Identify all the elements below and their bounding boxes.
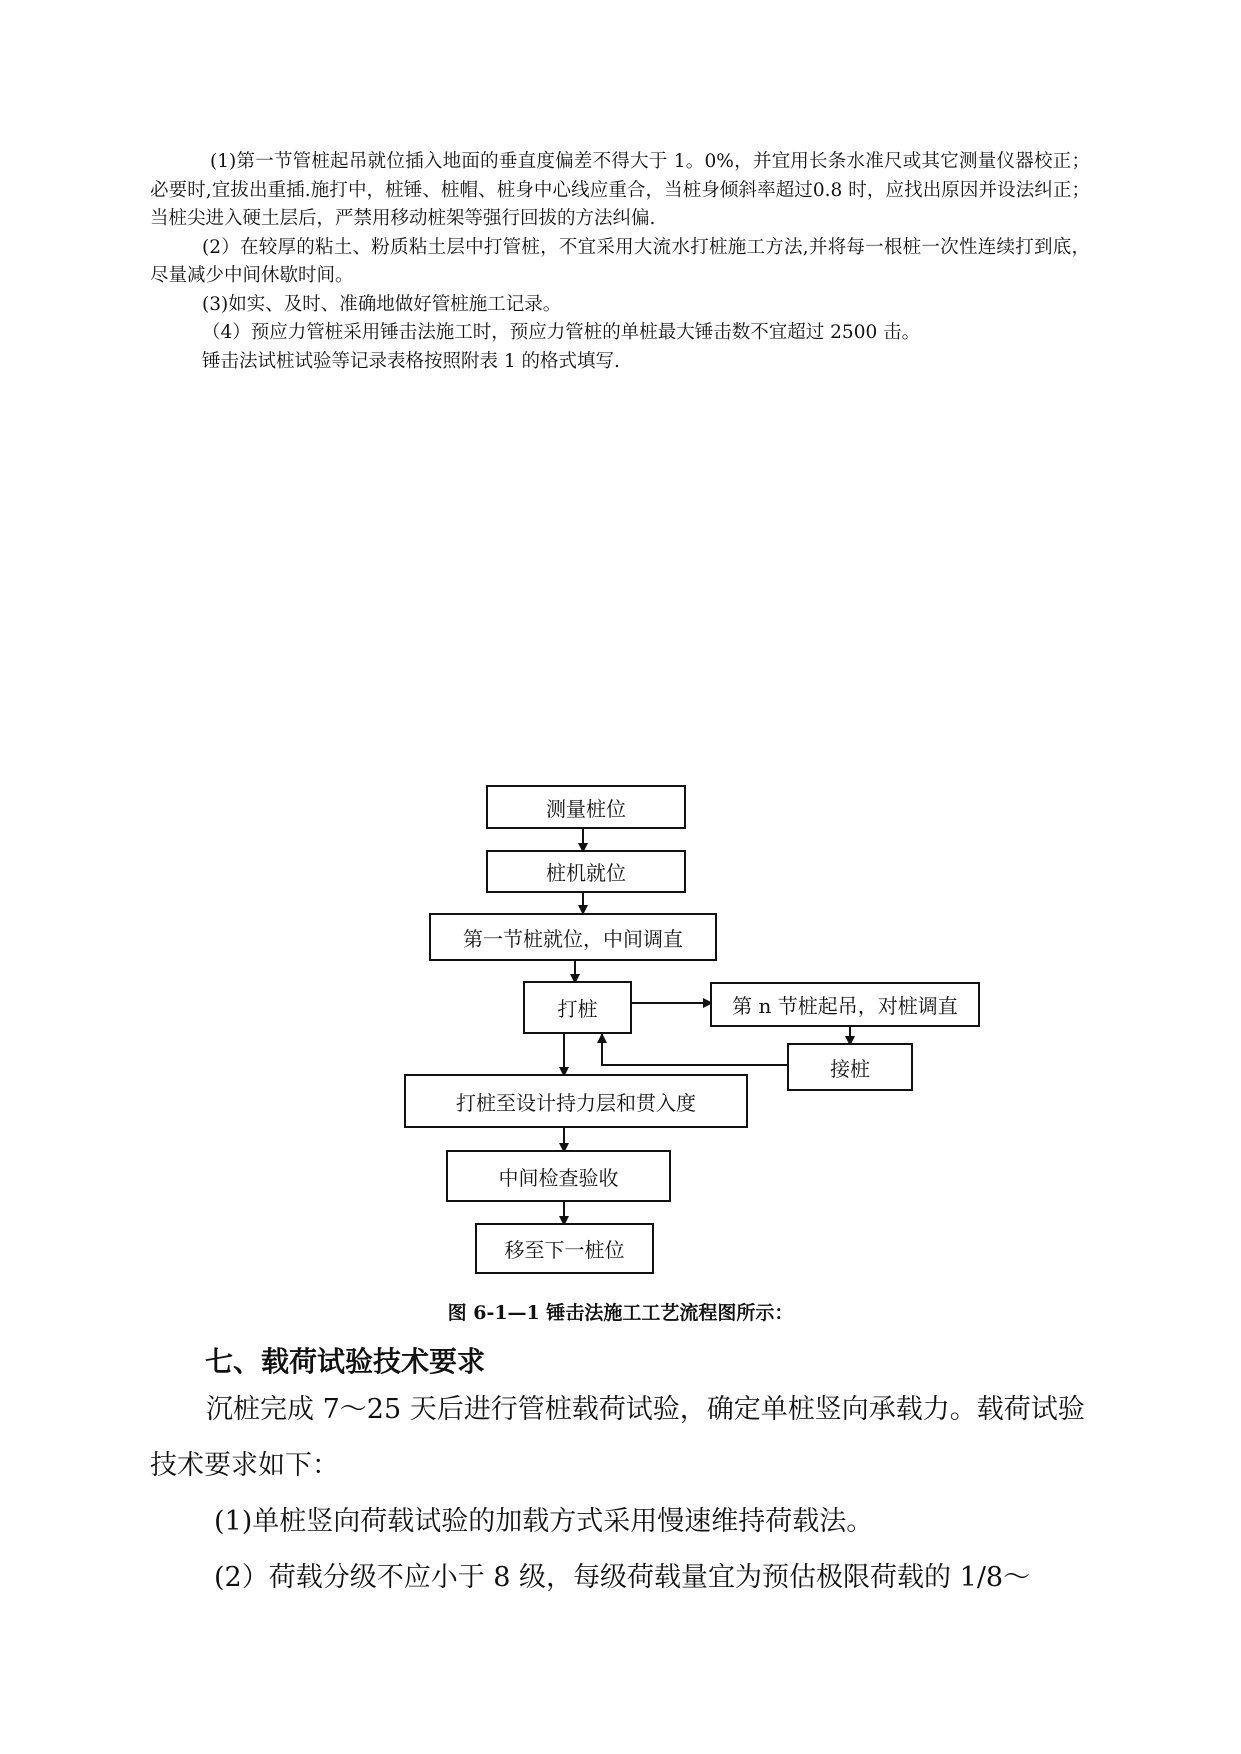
flow-step-first-pile: 第一节桩就位，中间调直 bbox=[429, 913, 717, 961]
flow-step-measure: 测量桩位 bbox=[486, 785, 686, 829]
flow-step-splice: 接桩 bbox=[787, 1043, 913, 1091]
paragraph: (3)如实、及时、准确地做好管桩施工记录。 bbox=[202, 293, 562, 315]
flow-step-drive-to-design: 打桩至设计持力层和贯入度 bbox=[404, 1074, 748, 1128]
flow-step-drive: 打桩 bbox=[523, 981, 632, 1034]
flow-step-lift-nth: 第 n 节桩起吊，对桩调直 bbox=[710, 982, 980, 1027]
flow-step-inspect: 中间检查验收 bbox=[446, 1150, 671, 1202]
flow-step-position-machine: 桩机就位 bbox=[486, 850, 686, 893]
flow-step-move-next: 移至下一桩位 bbox=[475, 1223, 654, 1274]
figure-caption: 图 6-1—1 锤击法施工工艺流程图所示： bbox=[447, 1302, 794, 1324]
section-body bbox=[150, 1382, 1095, 1606]
paragraph: 沉桩完成 7～25 天后进行管桩载荷试验，确定单桩竖向承载力。载荷试验技术要求如下： bbox=[150, 1394, 1085, 1481]
arrow bbox=[602, 1034, 789, 1065]
paragraph: (1)单桩竖向荷载试验的加载方式采用慢速维持荷载法。 bbox=[214, 1506, 874, 1537]
paragraph: (1)第一节管桩起吊就位插入地面的垂直度偏差不得大于 1。0%，并宜用长条水准尺或其它测量仪器校正；必要时,宜拔出重插.施打中，桩锤、桩帽、桩身中心线应重合，当桩身倾斜率超过0.8 时，应找出原因并设法纠正；当桩尖进入硬土层后，严禁用移动桩架等强行回拔的方法纠偏. bbox=[150, 151, 1090, 229]
paragraph: (2）在较厚的粘土、粉质粘土层中打管桩，不宜采用大流水打桩施工方法,并将每一根桩一次性连续打到底，尽量减少中间休歇时间。 bbox=[150, 236, 1090, 286]
section-heading: 七、载荷试验技术要求 bbox=[205, 1345, 486, 1378]
paragraph: 锤击法试桩试验等记录表格按照附表 1 的格式填写. bbox=[202, 350, 620, 372]
paragraph: (2）荷载分级不应小于 8 级，每级荷载量宜为预估极限荷载的 1/8～ bbox=[214, 1562, 1031, 1593]
paragraph: （4）预应力管桩采用锤击法施工时，预应力管桩的单桩最大锤击数不宜超过 2500 击。 bbox=[202, 322, 921, 343]
